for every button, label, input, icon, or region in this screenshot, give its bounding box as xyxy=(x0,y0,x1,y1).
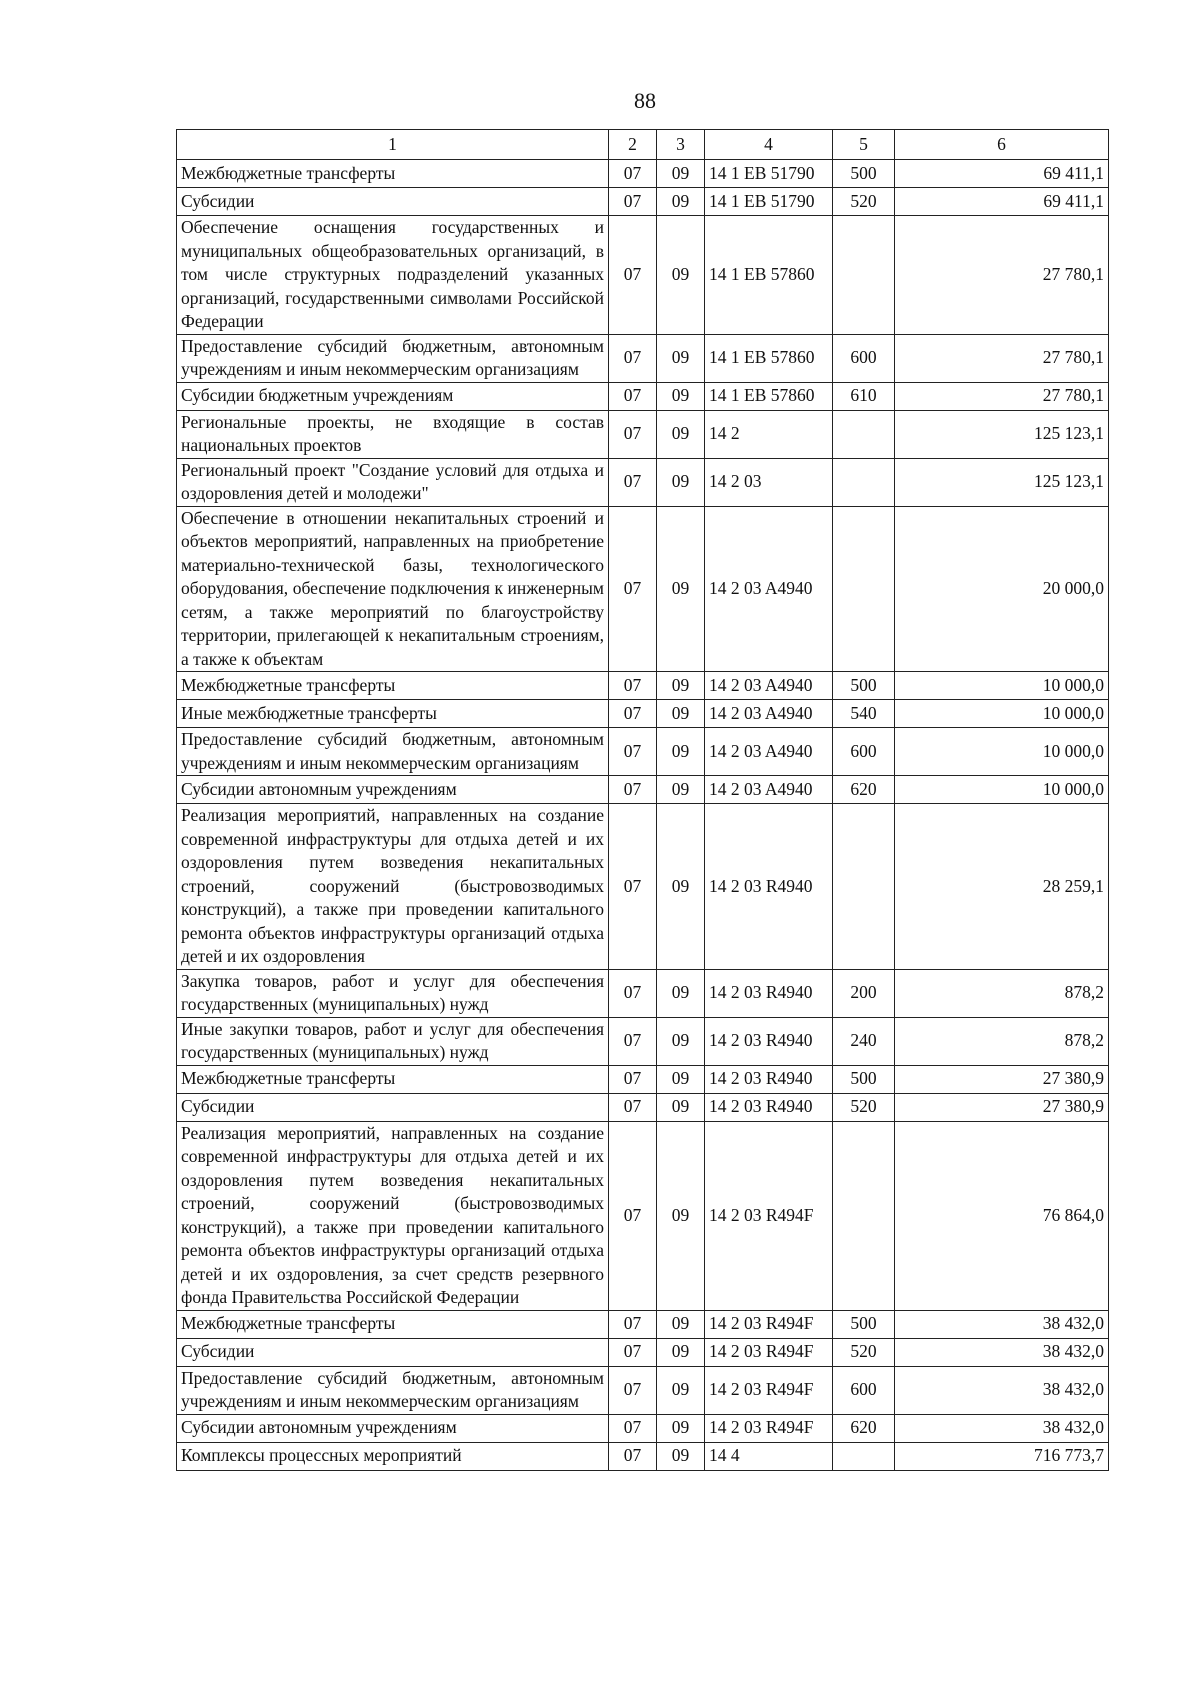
row-sum-cell: 27 780,1 xyxy=(895,334,1109,382)
row-kind-cell: 600 xyxy=(833,334,895,382)
row-name-cell: Предоставление субсидий бюджетным, автономным учреждениям и иным некоммерческим организациям xyxy=(177,728,609,776)
row-sum-cell: 878,2 xyxy=(895,1017,1109,1065)
row-section-cell: 07 xyxy=(609,216,657,335)
row-sum-cell: 10 000,0 xyxy=(895,776,1109,804)
row-name-cell: Региональный проект "Создание условий для отдыха и оздоровления детей и молодежи" xyxy=(177,458,609,506)
row-name-cell: Межбюджетные трансферты xyxy=(177,1065,609,1093)
row-name-cell: Иные закупки товаров, работ и услуг для обеспечения государственных (муниципальных) нужд xyxy=(177,1017,609,1065)
row-subsection-cell: 09 xyxy=(657,506,705,672)
row-code-cell: 14 2 03 R4940 xyxy=(705,804,833,970)
row-sum-cell: 28 259,1 xyxy=(895,804,1109,970)
row-subsection-cell: 09 xyxy=(657,1093,705,1121)
row-kind-cell xyxy=(833,410,895,458)
page-number: 88 xyxy=(634,88,656,113)
row-name-cell: Региональные проекты, не входящие в состав национальных проектов xyxy=(177,410,609,458)
row-name-cell: Предоставление субсидий бюджетным, автономным учреждениям и иным некоммерческим организациям xyxy=(177,334,609,382)
column-header-3: 3 xyxy=(657,130,705,160)
row-name-cell: Межбюджетные трансферты xyxy=(177,1310,609,1338)
table-row xyxy=(177,506,1109,672)
row-subsection-cell: 09 xyxy=(657,1310,705,1338)
row-kind-cell: 600 xyxy=(833,1366,895,1414)
row-kind-cell xyxy=(833,1442,895,1470)
table-row xyxy=(177,1338,1109,1366)
table-row xyxy=(177,188,1109,216)
row-subsection-cell: 09 xyxy=(657,1338,705,1366)
row-name-cell: Субсидии xyxy=(177,188,609,216)
row-section-cell: 07 xyxy=(609,776,657,804)
row-name-cell: Комплексы процессных мероприятий xyxy=(177,1442,609,1470)
row-subsection-cell: 09 xyxy=(657,1065,705,1093)
row-subsection-cell: 09 xyxy=(657,1414,705,1442)
row-code-cell: 14 2 03 A4940 xyxy=(705,672,833,700)
row-sum-cell: 10 000,0 xyxy=(895,672,1109,700)
row-section-cell: 07 xyxy=(609,1017,657,1065)
row-subsection-cell: 09 xyxy=(657,1442,705,1470)
row-code-cell: 14 4 xyxy=(705,1442,833,1470)
row-kind-cell: 500 xyxy=(833,672,895,700)
row-code-cell: 14 2 03 xyxy=(705,458,833,506)
row-sum-cell: 38 432,0 xyxy=(895,1414,1109,1442)
row-subsection-cell: 09 xyxy=(657,216,705,335)
row-name-cell: Субсидии xyxy=(177,1338,609,1366)
row-code-cell: 14 2 03 R494F xyxy=(705,1366,833,1414)
row-section-cell: 07 xyxy=(609,1442,657,1470)
table-row xyxy=(177,672,1109,700)
row-code-cell: 14 1 EB 51790 xyxy=(705,160,833,188)
row-section-cell: 07 xyxy=(609,458,657,506)
row-section-cell: 07 xyxy=(609,1366,657,1414)
row-section-cell: 07 xyxy=(609,1414,657,1442)
table-row xyxy=(177,216,1109,335)
row-subsection-cell: 09 xyxy=(657,804,705,970)
row-name-cell: Предоставление субсидий бюджетным, автономным учреждениям и иным некоммерческим организациям xyxy=(177,1366,609,1414)
row-subsection-cell: 09 xyxy=(657,1366,705,1414)
row-kind-cell: 520 xyxy=(833,188,895,216)
row-sum-cell: 878,2 xyxy=(895,969,1109,1017)
table-row xyxy=(177,1310,1109,1338)
row-kind-cell: 500 xyxy=(833,1065,895,1093)
row-sum-cell: 69 411,1 xyxy=(895,160,1109,188)
table-row xyxy=(177,382,1109,410)
row-sum-cell: 38 432,0 xyxy=(895,1338,1109,1366)
row-sum-cell: 27 380,9 xyxy=(895,1093,1109,1121)
row-code-cell: 14 2 03 A4940 xyxy=(705,776,833,804)
row-section-cell: 07 xyxy=(609,969,657,1017)
table-header-row xyxy=(177,130,1109,160)
table-row xyxy=(177,160,1109,188)
row-name-cell: Субсидии автономным учреждениям xyxy=(177,776,609,804)
row-section-cell: 07 xyxy=(609,672,657,700)
row-code-cell: 14 1 EB 57860 xyxy=(705,382,833,410)
row-sum-cell: 38 432,0 xyxy=(895,1366,1109,1414)
row-code-cell: 14 2 03 R4940 xyxy=(705,1017,833,1065)
row-subsection-cell: 09 xyxy=(657,1121,705,1310)
row-code-cell: 14 2 03 A4940 xyxy=(705,700,833,728)
row-section-cell: 07 xyxy=(609,700,657,728)
row-section-cell: 07 xyxy=(609,334,657,382)
row-kind-cell: 600 xyxy=(833,728,895,776)
row-name-cell: Межбюджетные трансферты xyxy=(177,160,609,188)
row-name-cell: Реализация мероприятий, направленных на создание современной инфраструктуры для отдыха детей и их оздоровления путем возведения некапитальных строений, сооружений (быстровозводимых конструкций), а также при проведении капитального ремонта объектов инфраструктуры организаций отдыха детей и их оздоровления xyxy=(177,804,609,970)
table-row xyxy=(177,334,1109,382)
table-row xyxy=(177,776,1109,804)
table-row xyxy=(177,410,1109,458)
row-kind-cell: 200 xyxy=(833,969,895,1017)
row-section-cell: 07 xyxy=(609,160,657,188)
row-sum-cell: 716 773,7 xyxy=(895,1442,1109,1470)
column-header-2: 2 xyxy=(609,130,657,160)
row-subsection-cell: 09 xyxy=(657,1017,705,1065)
row-sum-cell: 69 411,1 xyxy=(895,188,1109,216)
row-kind-cell xyxy=(833,1121,895,1310)
column-header-4: 4 xyxy=(705,130,833,160)
row-code-cell: 14 2 03 R4940 xyxy=(705,1065,833,1093)
column-header-5: 5 xyxy=(833,130,895,160)
row-sum-cell: 125 123,1 xyxy=(895,458,1109,506)
table-row xyxy=(177,458,1109,506)
row-section-cell: 07 xyxy=(609,804,657,970)
row-section-cell: 07 xyxy=(609,1065,657,1093)
row-name-cell: Субсидии автономным учреждениям xyxy=(177,1414,609,1442)
row-name-cell: Субсидии xyxy=(177,1093,609,1121)
row-name-cell: Реализация мероприятий, направленных на создание современной инфраструктуры для отдыха детей и их оздоровления путем возведения некапитальных строений, сооружений (быстровозводимых конструкций), а также при проведении капитального ремонта объектов инфраструктуры организаций отдыха детей и их оздоровления, за счет средств резервного фонда Правительства Российской Федерации xyxy=(177,1121,609,1310)
row-kind-cell: 520 xyxy=(833,1338,895,1366)
row-code-cell: 14 2 03 R494F xyxy=(705,1310,833,1338)
row-subsection-cell: 09 xyxy=(657,410,705,458)
row-section-cell: 07 xyxy=(609,1121,657,1310)
row-subsection-cell: 09 xyxy=(657,728,705,776)
row-section-cell: 07 xyxy=(609,1093,657,1121)
table-row xyxy=(177,728,1109,776)
row-kind-cell xyxy=(833,216,895,335)
row-code-cell: 14 2 03 A4940 xyxy=(705,506,833,672)
row-code-cell: 14 2 03 A4940 xyxy=(705,728,833,776)
row-kind-cell xyxy=(833,506,895,672)
row-section-cell: 07 xyxy=(609,1310,657,1338)
row-code-cell: 14 2 03 R494F xyxy=(705,1414,833,1442)
table-row xyxy=(177,804,1109,970)
row-sum-cell: 125 123,1 xyxy=(895,410,1109,458)
row-subsection-cell: 09 xyxy=(657,700,705,728)
row-sum-cell: 38 432,0 xyxy=(895,1310,1109,1338)
table-row xyxy=(177,1414,1109,1442)
table-body xyxy=(177,160,1109,1471)
row-code-cell: 14 2 03 R494F xyxy=(705,1121,833,1310)
row-kind-cell: 540 xyxy=(833,700,895,728)
row-name-cell: Обеспечение оснащения государственных и муниципальных общеобразовательных организаций, в том числе структурных подразделений указанных организаций, государственными символами Российской Федерации xyxy=(177,216,609,335)
table-row xyxy=(177,1442,1109,1470)
row-code-cell: 14 1 EB 57860 xyxy=(705,334,833,382)
row-kind-cell xyxy=(833,804,895,970)
row-name-cell: Межбюджетные трансферты xyxy=(177,672,609,700)
row-sum-cell: 10 000,0 xyxy=(895,728,1109,776)
table-row xyxy=(177,1093,1109,1121)
row-subsection-cell: 09 xyxy=(657,160,705,188)
column-header-6: 6 xyxy=(895,130,1109,160)
row-subsection-cell: 09 xyxy=(657,776,705,804)
row-subsection-cell: 09 xyxy=(657,458,705,506)
row-section-cell: 07 xyxy=(609,1338,657,1366)
row-code-cell: 14 1 EB 51790 xyxy=(705,188,833,216)
row-kind-cell: 520 xyxy=(833,1093,895,1121)
row-name-cell: Иные межбюджетные трансферты xyxy=(177,700,609,728)
table-row xyxy=(177,969,1109,1017)
row-section-cell: 07 xyxy=(609,728,657,776)
row-kind-cell: 620 xyxy=(833,1414,895,1442)
row-section-cell: 07 xyxy=(609,410,657,458)
row-subsection-cell: 09 xyxy=(657,969,705,1017)
row-sum-cell: 20 000,0 xyxy=(895,506,1109,672)
row-subsection-cell: 09 xyxy=(657,672,705,700)
row-kind-cell: 500 xyxy=(833,160,895,188)
row-name-cell: Закупка товаров, работ и услуг для обеспечения государственных (муниципальных) нужд xyxy=(177,969,609,1017)
table-row xyxy=(177,1017,1109,1065)
row-section-cell: 07 xyxy=(609,506,657,672)
row-section-cell: 07 xyxy=(609,382,657,410)
row-kind-cell: 240 xyxy=(833,1017,895,1065)
table-row xyxy=(177,700,1109,728)
row-kind-cell: 500 xyxy=(833,1310,895,1338)
row-code-cell: 14 2 03 R4940 xyxy=(705,1093,833,1121)
row-subsection-cell: 09 xyxy=(657,382,705,410)
row-code-cell: 14 2 xyxy=(705,410,833,458)
row-sum-cell: 76 864,0 xyxy=(895,1121,1109,1310)
row-sum-cell: 27 380,9 xyxy=(895,1065,1109,1093)
row-code-cell: 14 2 03 R494F xyxy=(705,1338,833,1366)
row-subsection-cell: 09 xyxy=(657,188,705,216)
budget-table xyxy=(176,129,1109,1471)
row-name-cell: Обеспечение в отношении некапитальных строений и объектов мероприятий, направленных на приобретение материально-технической базы, технологического оборудования, обеспечение подключения к инженерным сетям, а также мероприятий по благоустройству территории, прилегающей к некапитальным строениям, а также к объектам xyxy=(177,506,609,672)
row-kind-cell: 620 xyxy=(833,776,895,804)
row-kind-cell xyxy=(833,458,895,506)
row-code-cell: 14 1 EB 57860 xyxy=(705,216,833,335)
row-name-cell: Субсидии бюджетным учреждениям xyxy=(177,382,609,410)
table-row xyxy=(177,1121,1109,1310)
row-sum-cell: 10 000,0 xyxy=(895,700,1109,728)
row-subsection-cell: 09 xyxy=(657,334,705,382)
row-sum-cell: 27 780,1 xyxy=(895,216,1109,335)
row-sum-cell: 27 780,1 xyxy=(895,382,1109,410)
row-section-cell: 07 xyxy=(609,188,657,216)
row-kind-cell: 610 xyxy=(833,382,895,410)
row-code-cell: 14 2 03 R4940 xyxy=(705,969,833,1017)
table-row xyxy=(177,1065,1109,1093)
table-row xyxy=(177,1366,1109,1414)
column-header-1: 1 xyxy=(177,130,609,160)
